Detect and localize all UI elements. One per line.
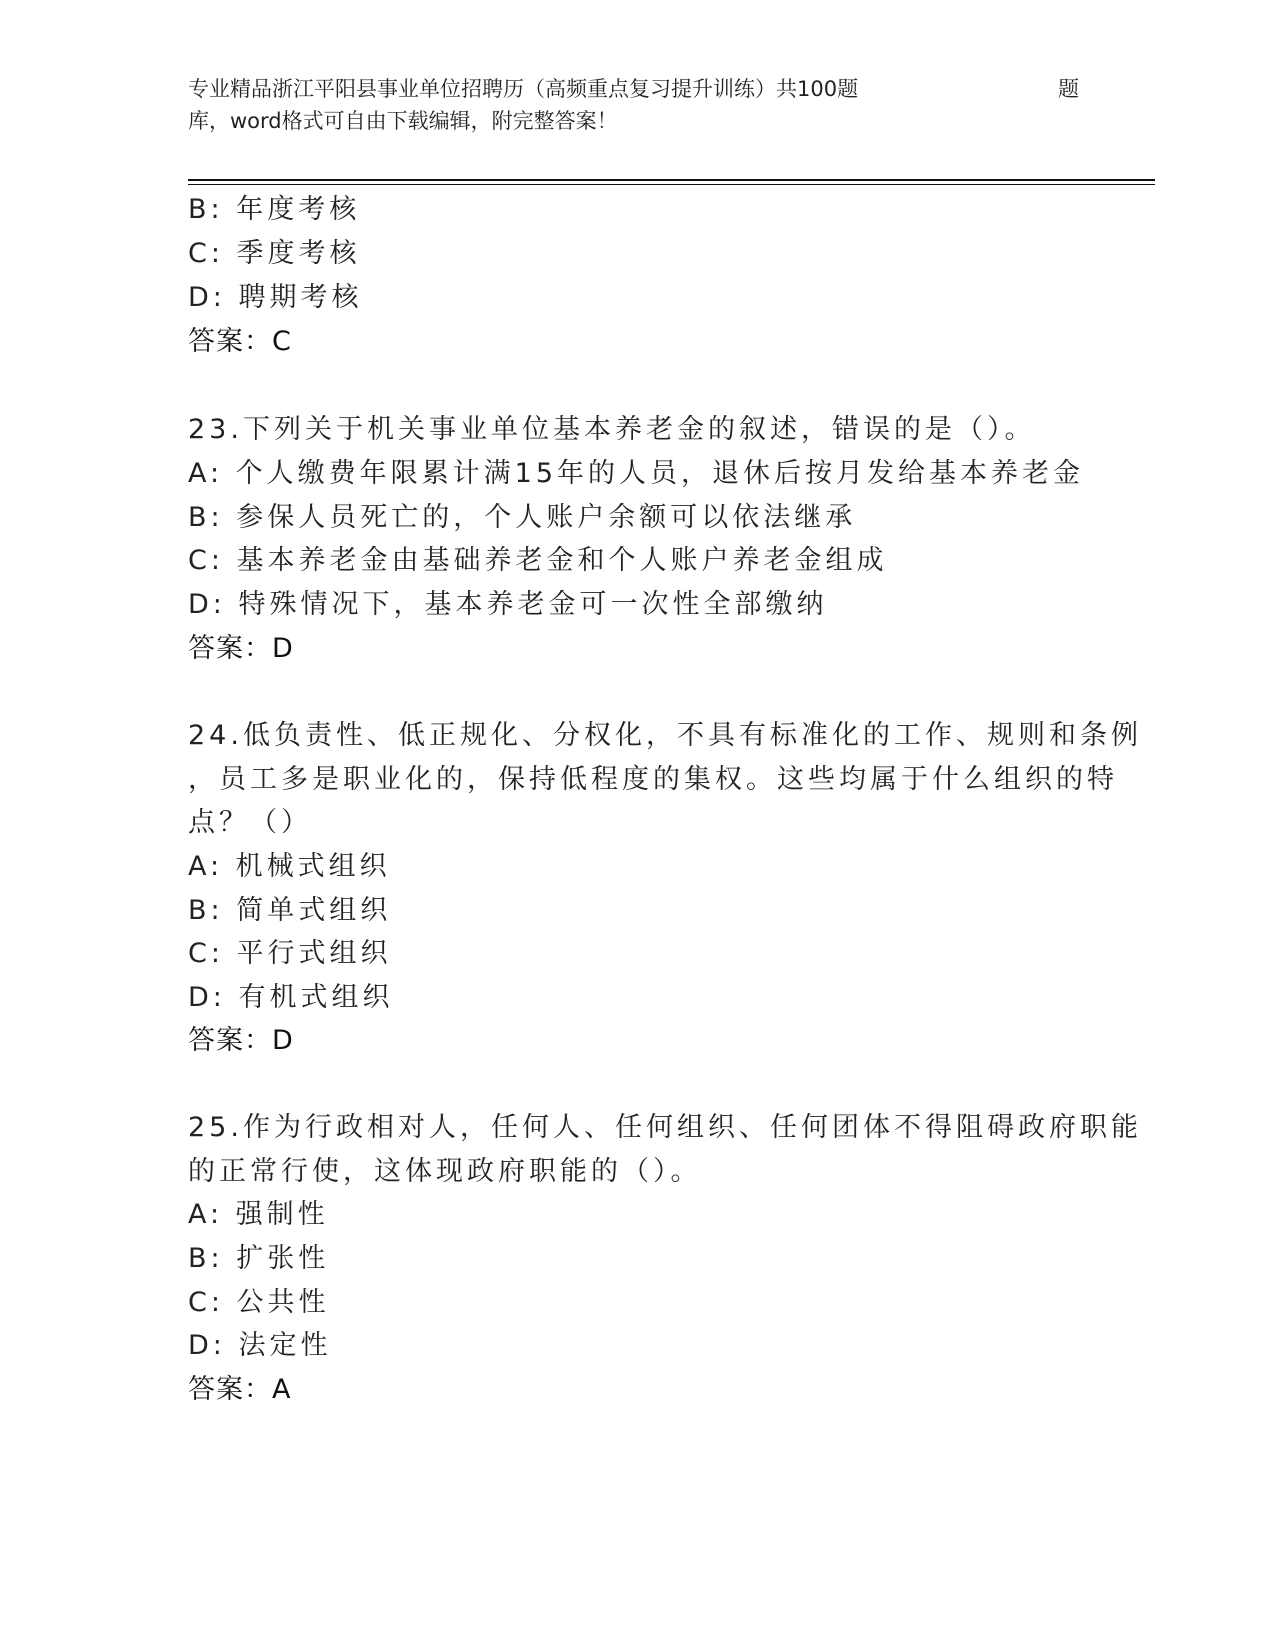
q23-option-c: C: 基本养老金由基础养老金和个人账户养老金组成: [188, 545, 888, 576]
q24-answer: 答案：D: [188, 1025, 294, 1056]
q22-answer: 答案：C: [188, 326, 292, 357]
q23-option-d: D: 特殊情况下，基本养老金可一次性全部缴纳: [188, 589, 828, 620]
q23-option-b: B: 参保人员死亡的，个人账户余额可以依法继承: [188, 502, 857, 533]
q24-question-line-1: 24.低负责性、低正规化、分权化，不具有标准化的工作、规则和条例: [188, 720, 1142, 751]
q25-question-line-1: 25.作为行政相对人，任何人、任何组织、任何团体不得阻碍政府职能: [188, 1112, 1142, 1143]
q23-option-a: A: 个人缴费年限累计满15年的人员，退休后按月发给基本养老金: [188, 458, 1085, 489]
q24-question-line-3: 点？（）: [188, 807, 312, 838]
document-header: [188, 73, 1088, 137]
q24-question-line-2: ，员工多是职业化的，保持低程度的集权。这些均属于什么组织的特: [188, 764, 1118, 795]
q25-option-d: D: 法定性: [188, 1330, 332, 1361]
q22-option-c: C: 季度考核: [188, 238, 361, 269]
q23-answer: 答案：D: [188, 633, 294, 664]
q24-option-b: B: 简单式组织: [188, 895, 392, 926]
q25-option-b: B: 扩张性: [188, 1243, 330, 1274]
q25-question-line-2: 的正常行使，这体现政府职能的（）。: [188, 1156, 702, 1187]
header-line-1: [188, 73, 1088, 105]
q23-question: 23.下列关于机关事业单位基本养老金的叙述，错误的是（）。: [188, 414, 1036, 445]
header-line-2: 库，word格式可自由下载编辑，附完整答案！: [188, 109, 618, 133]
q25-option-a: A: 强制性: [188, 1199, 329, 1230]
q22-option-b: B: 年度考核: [188, 194, 361, 225]
q25-option-c: C: 公共性: [188, 1287, 330, 1318]
header-title: 专业精品浙江平阳县事业单位招聘历（高频重点复习提升训练）共100题: [188, 77, 859, 101]
q22-option-d: D: 聘期考核: [188, 282, 363, 313]
header-divider: [188, 179, 1155, 185]
header-title-continuation: 题: [1058, 77, 1079, 101]
q24-option-c: C: 平行式组织: [188, 938, 392, 969]
q25-answer: 答案：A: [188, 1374, 292, 1405]
q24-option-a: A: 机械式组织: [188, 851, 391, 882]
q24-option-d: D: 有机式组织: [188, 982, 394, 1013]
